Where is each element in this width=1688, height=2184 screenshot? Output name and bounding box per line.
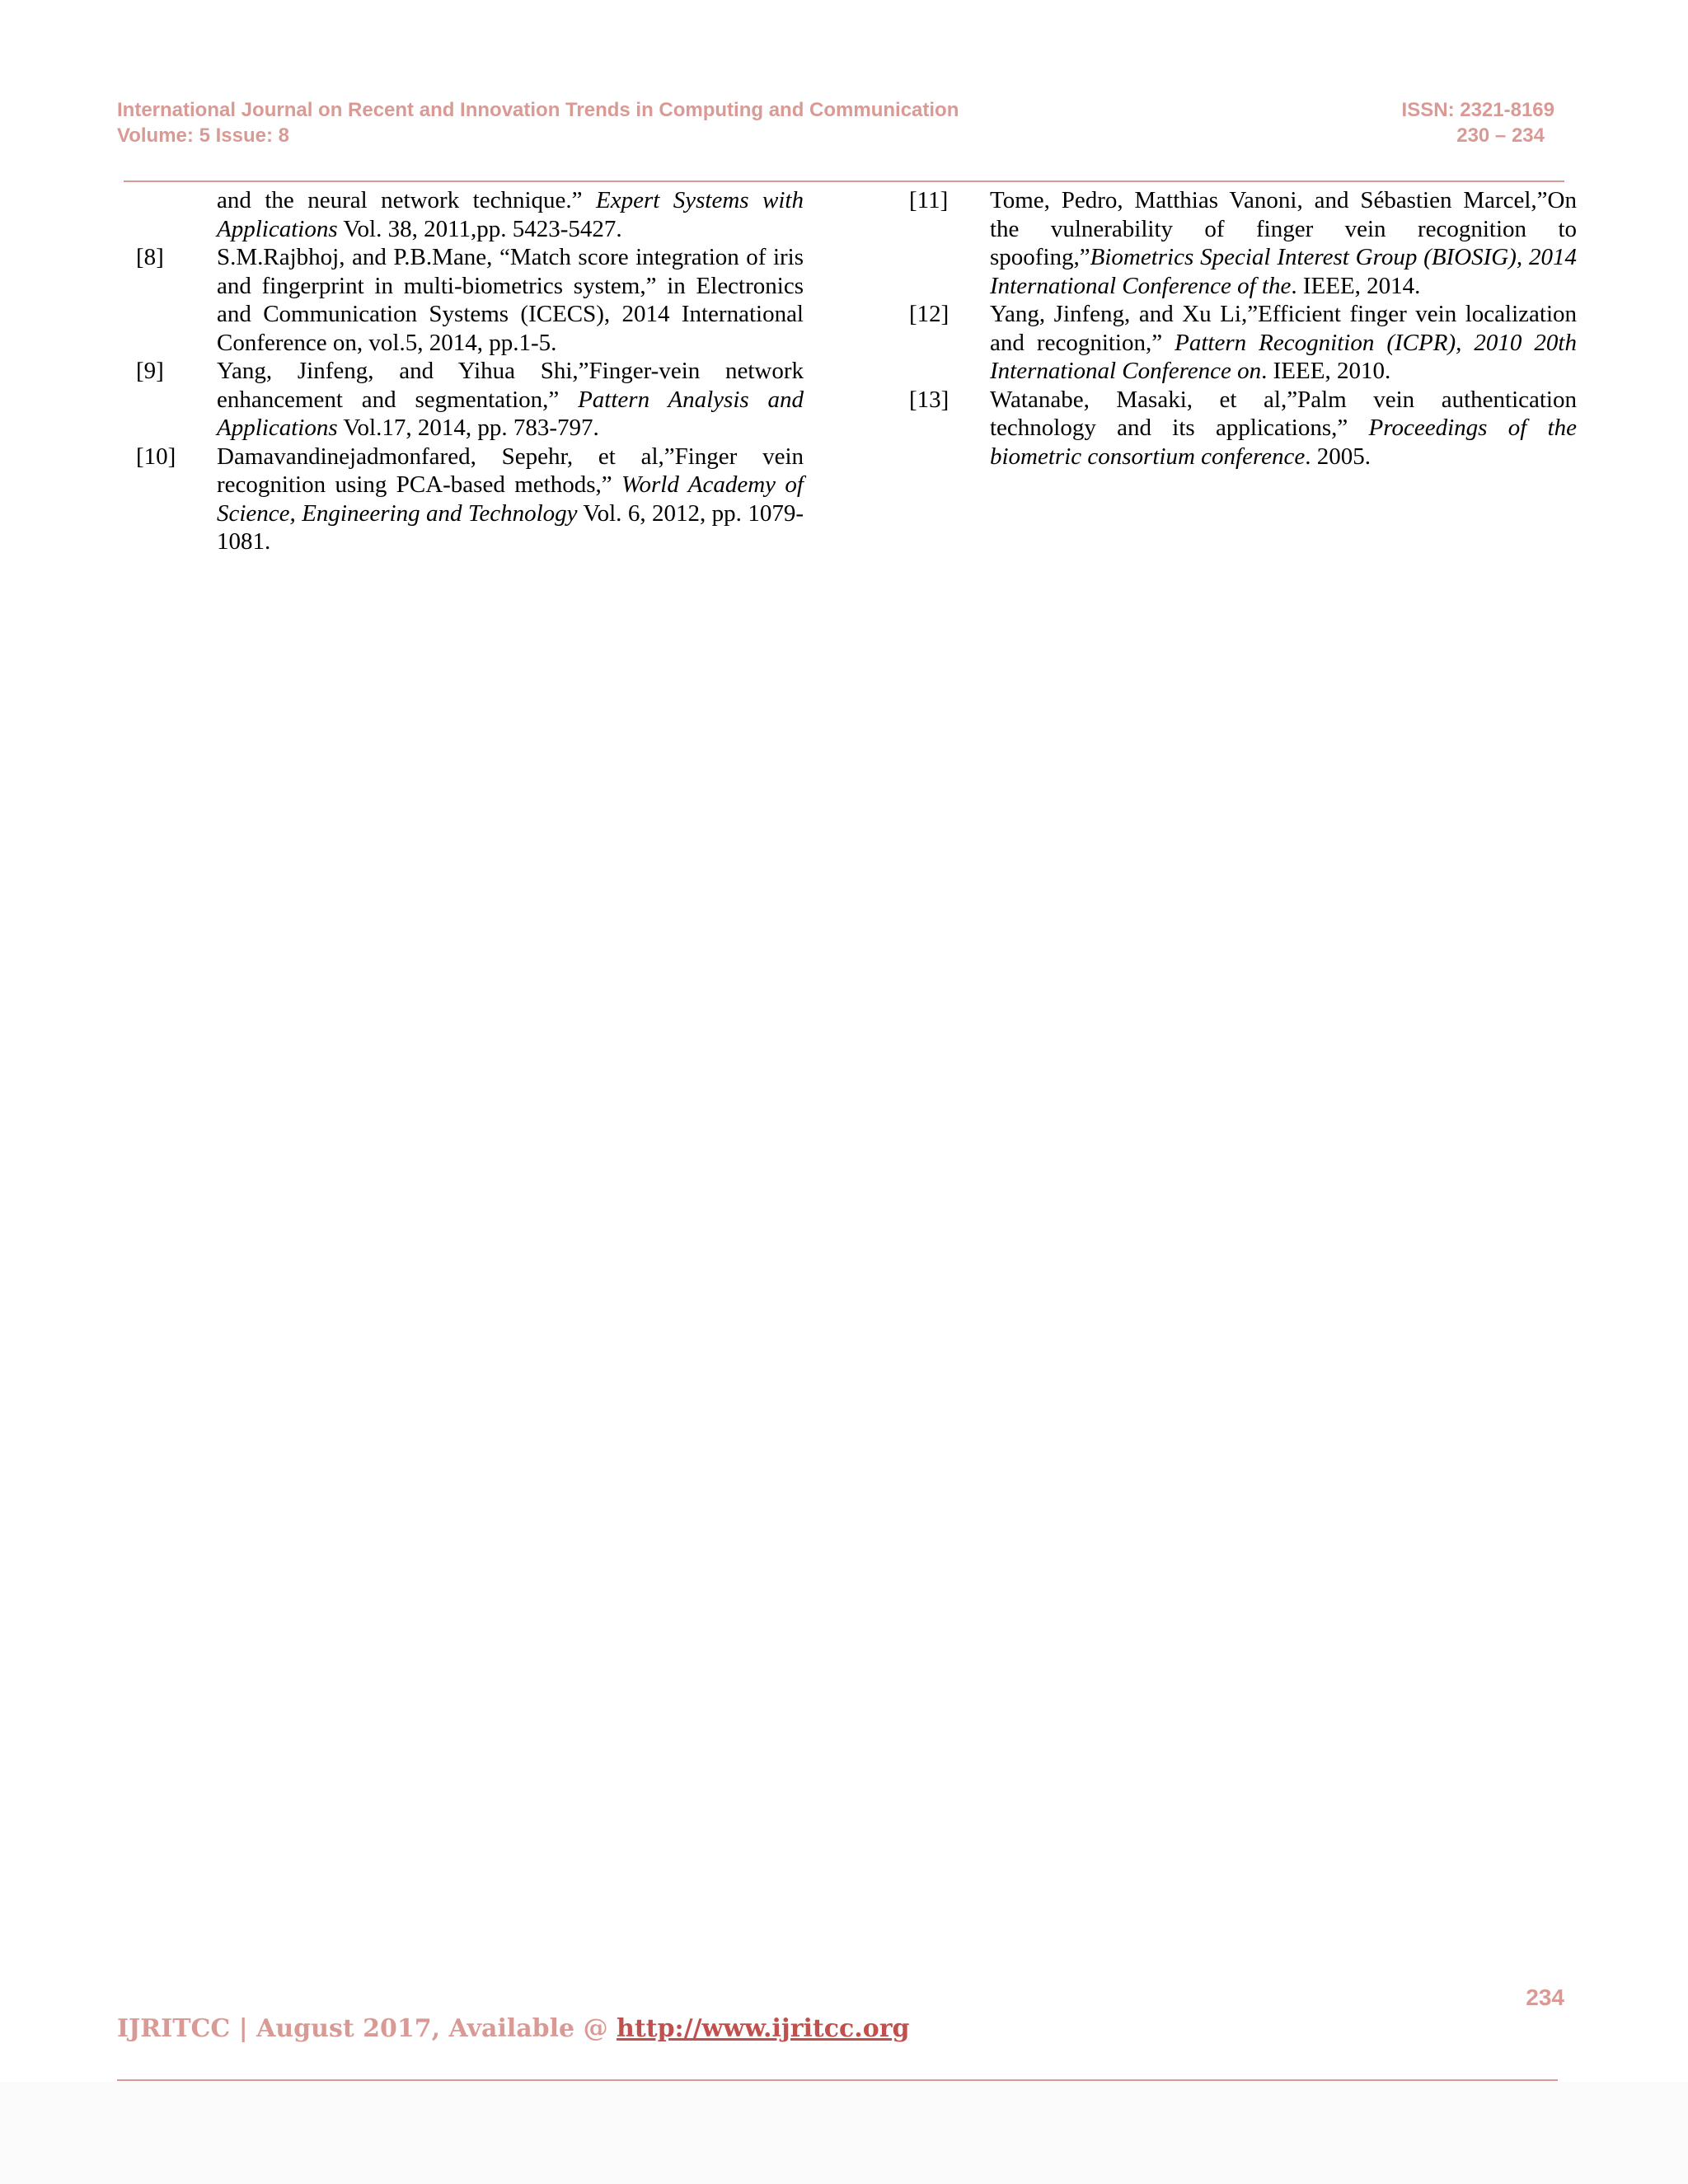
reference-number: [11] xyxy=(909,187,949,213)
reference-source-title: Expert Systems with Applications xyxy=(217,187,804,242)
reference-text xyxy=(217,243,804,357)
footer-label: IJRITCC | August 2017, Available @ xyxy=(117,2014,617,2043)
reference-segment: Vol. 38, 2011,pp. 5423-5427. xyxy=(337,215,622,242)
reference-entry xyxy=(909,300,1577,386)
footer-band xyxy=(0,2082,1688,2184)
footer-divider xyxy=(117,2079,1558,2081)
reference-number: [13] xyxy=(909,386,950,413)
page-range: 230 – 234 xyxy=(1456,124,1545,147)
reference-segment: Vol.17, 2014, pp. 783-797. xyxy=(337,415,599,441)
reference-segment: Tome, Pedro, Matthias Vanoni, and Sébastien Marcel,”On the vulnerability of finger vein recognition to spoofing,” xyxy=(990,187,1577,270)
reference-source-title: Proceedings of the biometric consortium conference xyxy=(990,415,1577,470)
reference-text xyxy=(217,357,804,443)
reference-segment: Damavandinejadmonfared, Sepehr, et al,”Finger vein recognition using PCA-based methods,” xyxy=(217,443,804,498)
reference-source-title: World Academy of Science, Engineering and Technology xyxy=(217,471,804,527)
journal-title: International Journal on Recent and Innovation Trends in Computing and Communication xyxy=(117,99,959,121)
page-number: 234 xyxy=(1526,1985,1564,2010)
references-right-column xyxy=(909,186,1577,471)
reference-text xyxy=(990,386,1577,471)
reference-entry xyxy=(909,186,1577,300)
reference-source-title: Pattern Analysis and Applications xyxy=(217,386,804,441)
reference-segment: Yang, Jinfeng, and Xu Li,”Efficient finger vein localization and recognition,” xyxy=(990,301,1577,356)
reference-segment: and the neural network technique.” xyxy=(217,187,596,213)
reference-number: [9] xyxy=(136,358,164,384)
reference-segment: . 2005. xyxy=(1305,443,1372,470)
reference-text xyxy=(990,186,1577,300)
reference-text xyxy=(217,443,804,556)
footer-link[interactable]: http://www.ijritcc.org xyxy=(617,2014,910,2043)
reference-entry xyxy=(136,243,804,357)
reference-segment: Vol. 6, 2012, pp. 1079-1081. xyxy=(217,499,804,555)
reference-segment: Yang, Jinfeng, and Yihua Shi,”Finger-vein network enhancement and segmentation,” xyxy=(217,358,804,413)
reference-entry xyxy=(136,443,804,556)
reference-text xyxy=(217,186,804,243)
reference-number: [10] xyxy=(136,443,176,470)
footer-text xyxy=(117,2014,910,2043)
issn: ISSN: 2321-8169 xyxy=(1401,99,1554,121)
volume-issue: Volume: 5 Issue: 8 xyxy=(117,124,289,147)
reference-segment: . IEEE, 2014. xyxy=(1291,272,1421,299)
reference-segment: Watanabe, Masaki, et al,”Palm vein authentication technology and its applications,” xyxy=(990,386,1577,441)
reference-entry xyxy=(136,357,804,443)
reference-segment: S.M.Rajbhoj, and P.B.Mane, “Match score integration of iris and fingerprint in multi-biometrics system,” in Electronics and Communication Systems (ICECS), 2014 International Conference on, vol.5, 2014, pp.1-5. xyxy=(217,244,804,356)
reference-text xyxy=(990,300,1577,386)
reference-number: [8] xyxy=(136,244,164,270)
reference-source-title: Biometrics Special Interest Group (BIOSIG), 2014 International Conference of the xyxy=(990,244,1577,299)
reference-source-title: Pattern Recognition (ICPR), 2010 20th International Conference on xyxy=(990,329,1577,384)
reference-segment: . IEEE, 2010. xyxy=(1261,358,1391,384)
header-divider xyxy=(124,180,1564,182)
references-left-column xyxy=(136,186,804,556)
reference-entry xyxy=(909,386,1577,471)
reference-entry xyxy=(136,186,804,243)
reference-number: [12] xyxy=(909,301,950,327)
